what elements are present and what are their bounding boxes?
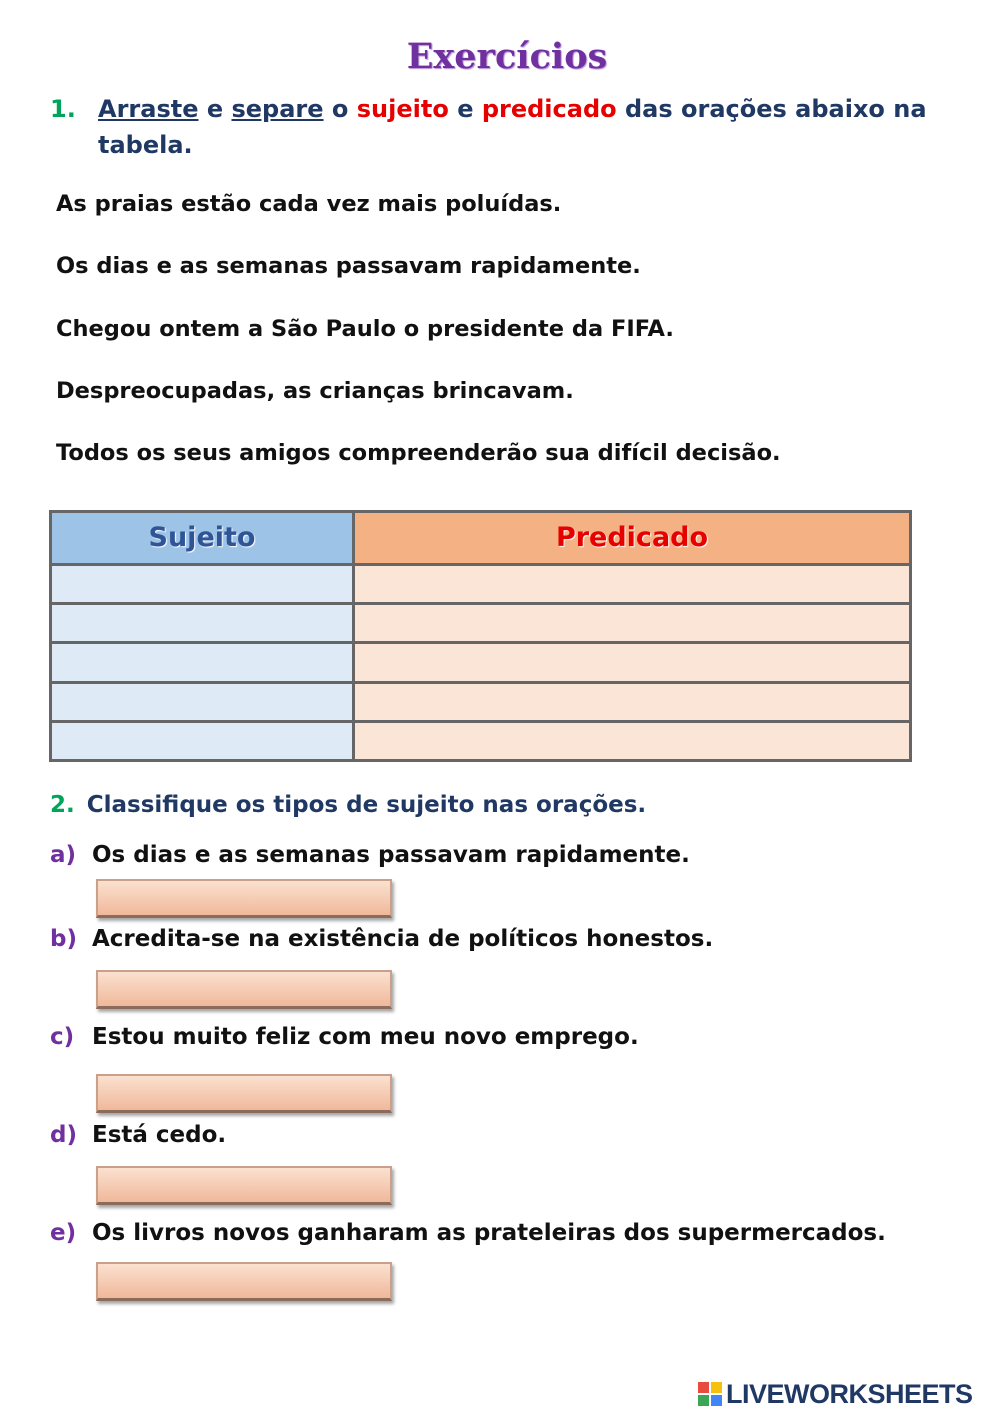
list-item	[50, 1024, 639, 1050]
answer-input-a[interactable]	[96, 879, 392, 918]
item-text: Os livros novos ganharam as prateleiras dos supermercados.	[92, 1220, 886, 1246]
subject-predicate-table	[49, 510, 912, 762]
logo-square	[698, 1382, 709, 1393]
answer-input-b[interactable]	[96, 970, 392, 1009]
question-2	[50, 792, 646, 818]
sentence-3: Chegou ontem a São Paulo o presidente da FIFA.	[56, 316, 674, 342]
table-row	[51, 643, 911, 682]
question-2-text: Classifique os tipos de sujeito nas orações.	[86, 792, 647, 818]
item-text: Estou muito feliz com meu novo emprego.	[92, 1024, 639, 1050]
page-title: Exercícios	[406, 36, 608, 77]
logo-square	[711, 1395, 722, 1406]
sentence-2: Os dias e as semanas passavam rapidamente.	[56, 253, 641, 279]
item-letter: e)	[50, 1220, 77, 1246]
item-text: Está cedo.	[92, 1122, 227, 1148]
item-text: Os dias e as semanas passavam rapidamente.	[92, 842, 690, 868]
list-item	[50, 1220, 886, 1246]
header-predicate: Predicado	[354, 512, 911, 565]
question-1-number: 1.	[50, 95, 76, 123]
subject-drop-cell[interactable]	[51, 564, 354, 603]
answer-input-e[interactable]	[96, 1262, 392, 1301]
q1-conj-1: e	[206, 95, 224, 123]
q1-rest: das orações abaixo na tabela.	[98, 95, 927, 159]
question-1-text	[98, 91, 938, 163]
list-item	[50, 926, 713, 952]
q1-word-sujeito: sujeito	[356, 95, 449, 123]
item-letter: d)	[50, 1122, 77, 1148]
predicate-drop-cell[interactable]	[354, 604, 911, 643]
sentence-4: Despreocupadas, as crianças brincavam.	[56, 378, 574, 404]
subject-drop-cell[interactable]	[51, 721, 354, 760]
subject-drop-cell[interactable]	[51, 643, 354, 682]
q1-conj-2: e	[457, 95, 474, 123]
table-row	[51, 564, 911, 603]
header-subject: Sujeito	[51, 512, 354, 565]
q1-word-o: o	[331, 95, 349, 123]
q1-word-arraste: Arraste	[98, 95, 199, 123]
sentence-5: Todos os seus amigos compreenderão sua difícil decisão.	[56, 440, 781, 466]
table-row	[51, 721, 911, 760]
answer-input-c[interactable]	[96, 1074, 392, 1113]
logo-square	[698, 1395, 709, 1406]
item-letter: c)	[50, 1024, 75, 1050]
answer-input-d[interactable]	[96, 1166, 392, 1205]
item-text: Acredita-se na existência de políticos honestos.	[92, 926, 714, 952]
predicate-drop-cell[interactable]	[354, 564, 911, 603]
logo-square	[711, 1382, 722, 1393]
table-row	[51, 682, 911, 721]
item-letter: a)	[50, 842, 77, 868]
predicate-drop-cell[interactable]	[354, 682, 911, 721]
q1-word-separe: separe	[231, 95, 324, 123]
sentence-1: As praias estão cada vez mais poluídas.	[56, 191, 562, 217]
predicate-drop-cell[interactable]	[354, 643, 911, 682]
table-row	[51, 604, 911, 643]
question-2-number: 2.	[50, 792, 75, 818]
liveworksheets-logo-icon	[698, 1382, 722, 1406]
liveworksheets-brand	[698, 1377, 973, 1411]
q1-word-predicado: predicado	[481, 95, 617, 123]
brand-name: LIVEWORKSHEETS	[726, 1378, 973, 1409]
subject-drop-cell[interactable]	[51, 682, 354, 721]
list-item	[50, 1122, 226, 1148]
item-letter: b)	[50, 926, 77, 952]
predicate-drop-cell[interactable]	[354, 721, 911, 760]
list-item	[50, 842, 690, 868]
subject-drop-cell[interactable]	[51, 604, 354, 643]
